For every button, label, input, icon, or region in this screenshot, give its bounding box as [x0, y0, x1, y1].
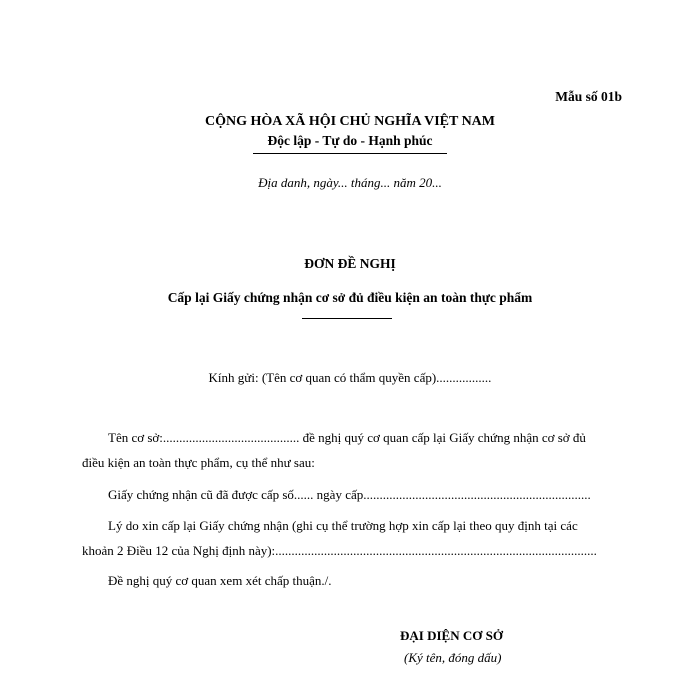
document-title: ĐƠN ĐỀ NGHỊ [304, 256, 396, 271]
document-subtitle: Cấp lại Giấy chứng nhận cơ sở đủ điều kiện an toàn thực phẩm [167, 290, 533, 305]
old-certificate-line: Giấy chứng nhận cũ đã được cấp số...... ngày cấp...................................................................... [108, 487, 591, 502]
motto-underline [253, 153, 447, 154]
subtitle-underline [302, 318, 392, 319]
nation-title: CỘNG HÒA XÃ HỘI CHỦ NGHĨA VIỆT NAM [204, 114, 495, 129]
request-approval-line: Đề nghị quý cơ quan xem xét chấp thuận./. [108, 573, 332, 588]
facility-name-line-cont: điều kiện an toàn thực phẩm, cụ thể như sau: [82, 455, 315, 470]
place-date: Địa danh, ngày... tháng... năm 20... [258, 175, 442, 190]
signature-note: (Ký tên, đóng dấu) [404, 650, 502, 665]
signature-title: ĐẠI DIỆN CƠ SỞ [400, 628, 503, 643]
reason-line: Lý do xin cấp lại Giấy chứng nhận (ghi cụ thể trường hợp xin cấp lại theo quy định tại các [108, 518, 578, 533]
form-number: Mẫu số 01b [555, 89, 622, 104]
recipient-line: Kính gửi: (Tên cơ quan có thẩm quyền cấp)................. [208, 370, 492, 385]
reason-line-cont: khoản 2 Điều 12 của Nghị định này):................................................................................................... [82, 543, 597, 558]
facility-name-line: Tên cơ sở:.......................................... đề nghị quý cơ quan cấp lại Giấy chứng nhận cơ sở đủ [108, 430, 586, 445]
nation-motto: Độc lập - Tự do - Hạnh phúc [267, 133, 433, 148]
